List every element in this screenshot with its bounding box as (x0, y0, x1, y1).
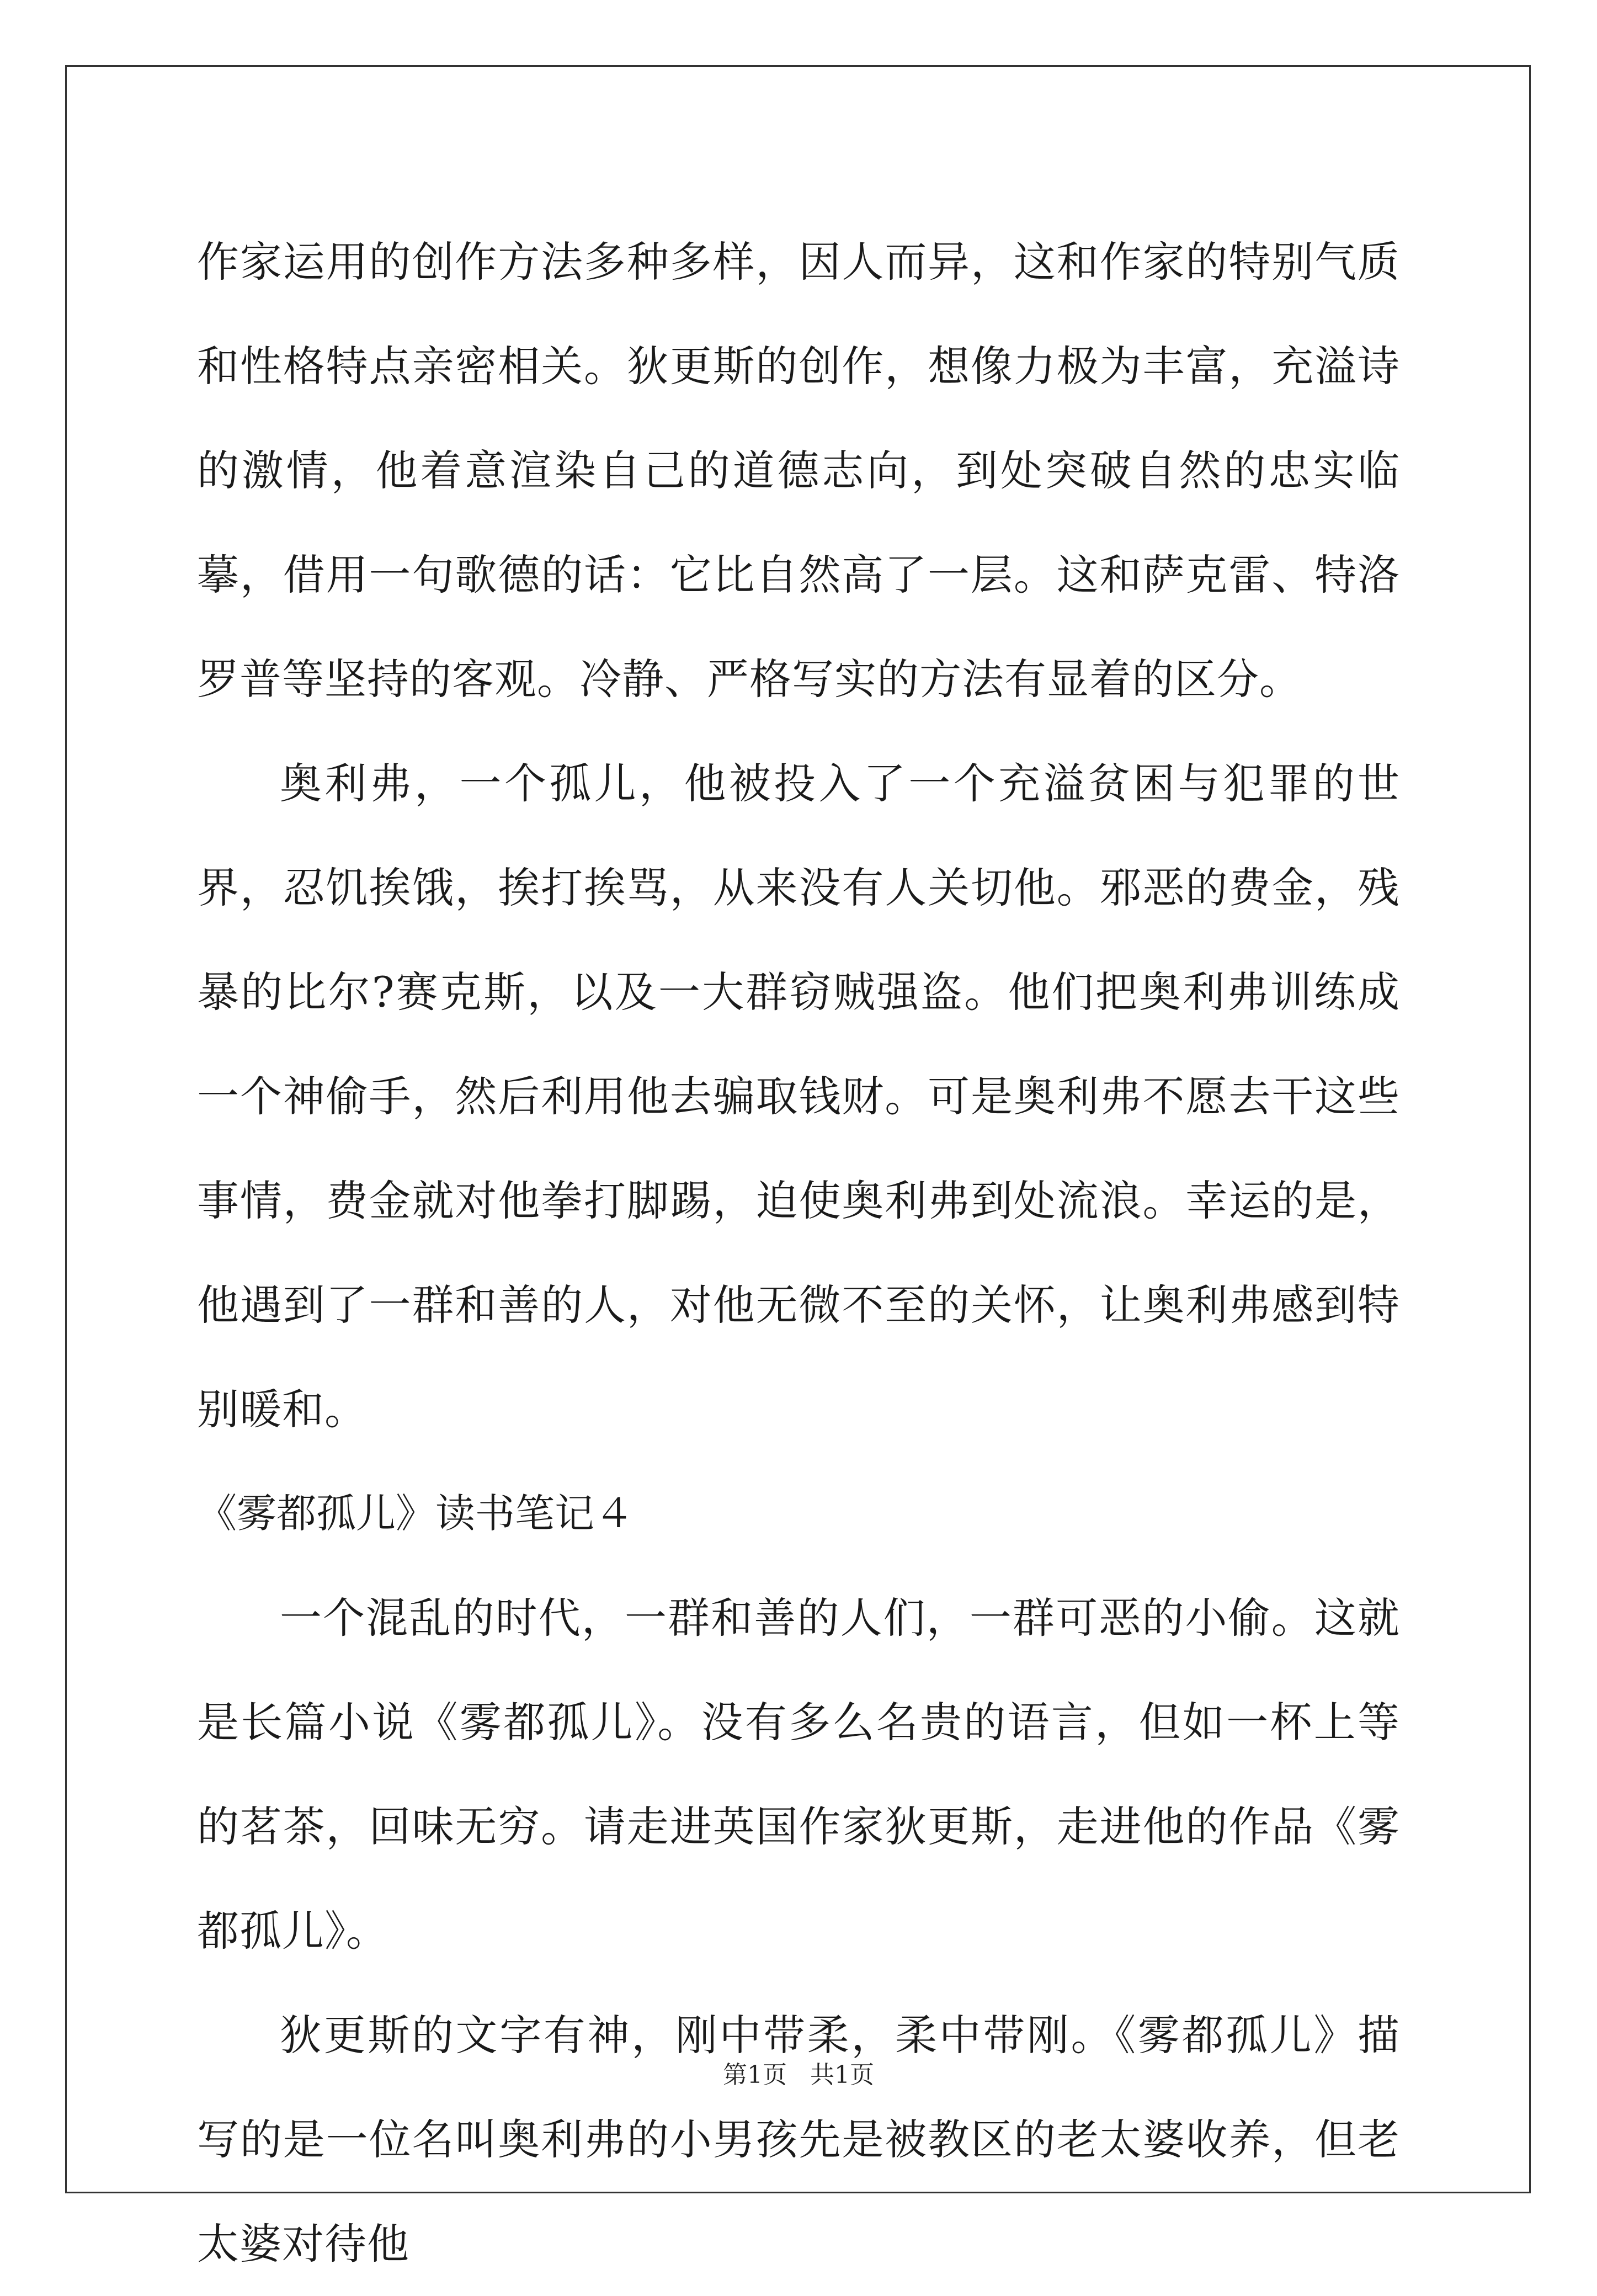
page-total: 共1页 (810, 2061, 874, 2089)
page-number: 第1页 (723, 2061, 787, 2089)
paragraph-1: 作家运用的创作方法多种多样，因人而异，这和作家的特别气质和性格特点亲密相关。狄更斯的创作，想像力极为丰富，充溢诗的激情，他着意渲染自己的道德志向，到处突破自然的忠实临摹，借用一句歌德的话：它比自然高了一层。这和萨克雷、特洛罗普等坚持的客观。冷静、严格写实的方法有显着的区分。 (197, 237, 1400, 704)
paragraph-2: 奥利弗，一个孤儿，他被投入了一个充溢贫困与犯罪的世界，忍饥挨饿，挨打挨骂，从来没有人关切他。邪恶的费金，残暴的比尔?赛克斯，以及一大群窃贼强盗。他们把奥利弗训练成一个神偷手，然后利用他去骗取钱财。可是奥利弗不愿去干这些事情，费金就对他拳打脚踢，迫使奥利弗到处流浪。幸运的是，他遇到了一群和善的人，对他无微不至的关怀，让奥利弗感到特别暖和。 (197, 759, 1400, 1434)
paragraph-3: 一个混乱的时代，一群和善的人们，一群可恶的小偷。这就是长篇小说《雾都孤儿》。没有多么名贵的语言，但如一杯上等的茗茶，回味无穷。请走进英国作家狄更斯，走进他的作品《雾都孤儿》。 (197, 1593, 1400, 1955)
document-body (197, 210, 1400, 2296)
section-heading: 《雾都孤儿》读书笔记４ (197, 1490, 635, 1537)
paragraph-4: 狄更斯的文字有神，刚中带柔，柔中带刚。《雾都孤儿》描写的是一位名叫奥利弗的小男孩先是被教区的老太婆收养，但老太婆对待他 (197, 2011, 1400, 2268)
page-footer (0, 2059, 1597, 2092)
